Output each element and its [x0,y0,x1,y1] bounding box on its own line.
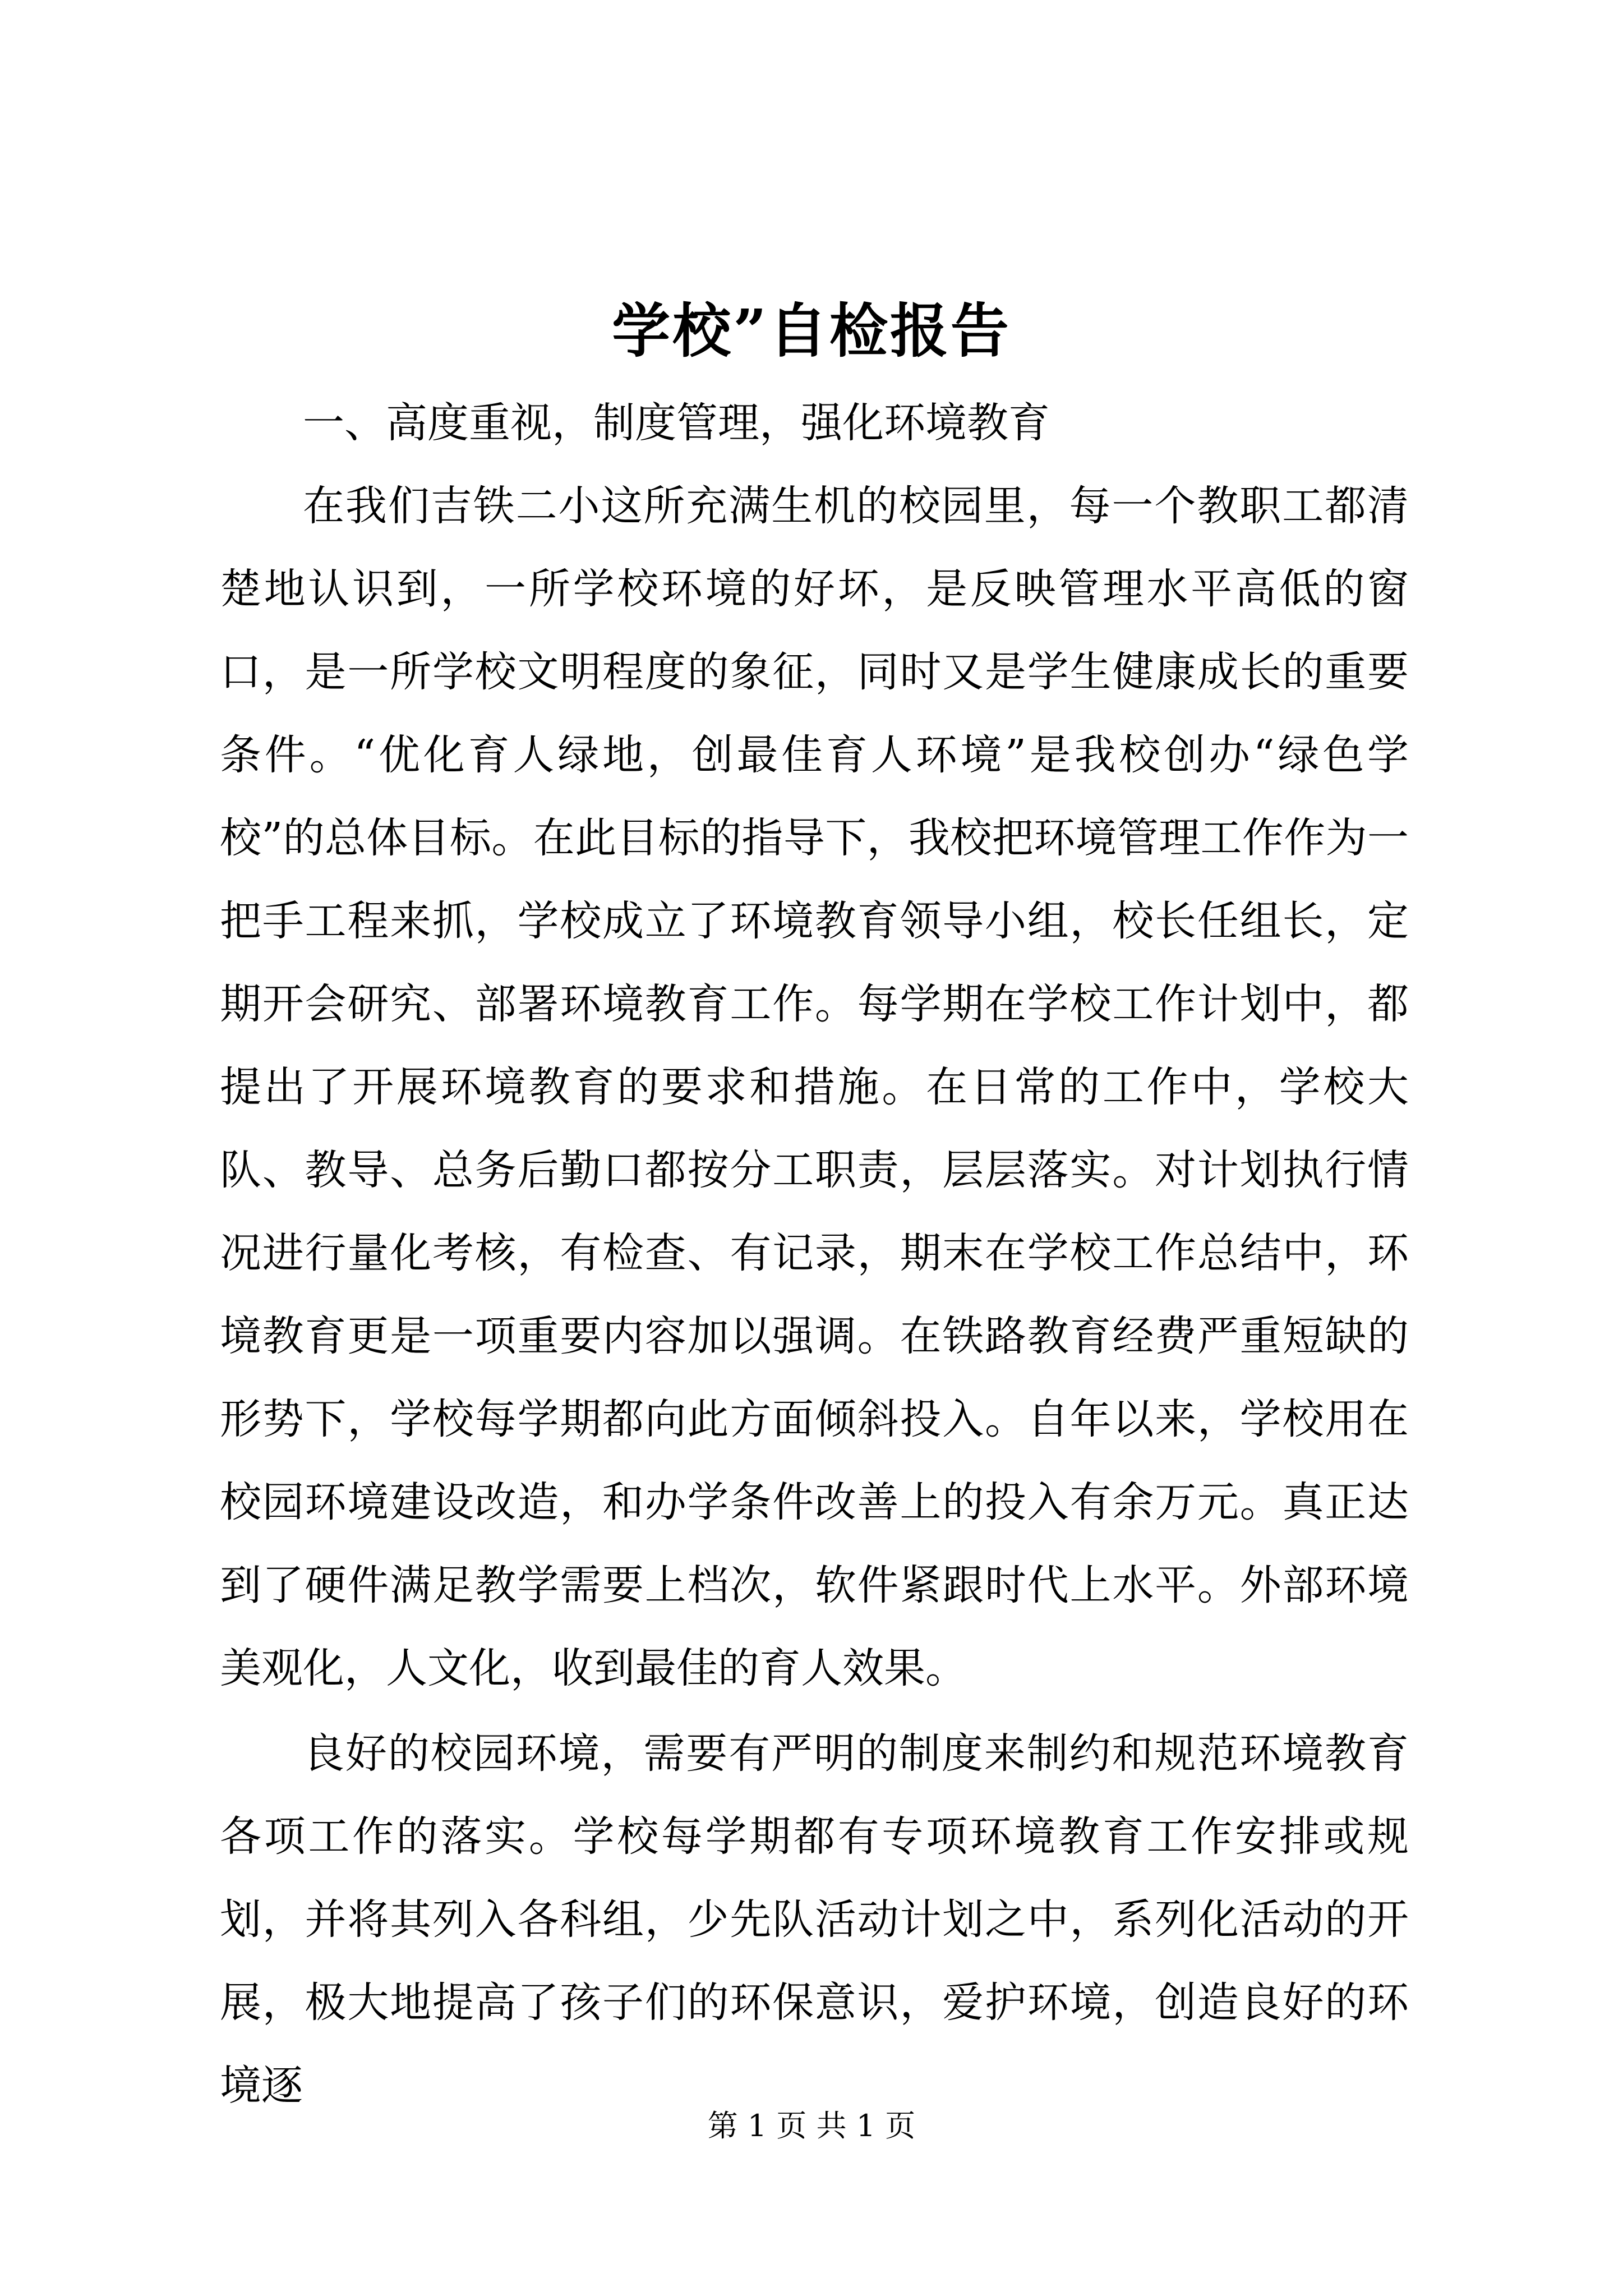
section-heading: 一、高度重视，制度管理，强化环境教育 [303,399,1050,447]
document-title: 学校”自检报告 [612,296,1011,365]
page-number-footer: 第 1 页 共 1 页 [707,2108,916,2143]
body-paragraph-2: 良好的校园环境，需要有严明的制度来制约和规范环境教育各项工作的落实。学校每学期都有专项环境教育工作安排或规划，并将其列入各科组，少先队活动计划之中，系列化活动的开展，极大地提高了孩子们的环保意识，爱护环境，创造良好的环境逐 [220,1729,1409,2110]
body-paragraph-1: 在我们吉铁二小这所充满生机的校园里，每一个教职工都清楚地认识到，一所学校环境的好坏，是反映管理水平高低的窗口，是一所学校文明程度的象征，同时又是学生健康成长的重要条件。“优化育人绿地，创最佳育人环境”是我校创办“绿色学校”的总体目标。在此目标的指导下，我校把环境管理工作作为一把手工程来抓，学校成立了环境教育领导小组，校长任组长，定期开会研究、部署环境教育工作。每学期在学校工作计划中，都提出了开展环境教育的要求和措施。在日常的工作中，学校大队、教导、总务后勤口都按分工职责，层层落实。对计划执行情况进行量化考核，有检查、有记录，期末在学校工作总结中，环境教育更是一项重要内容加以强调。在铁路教育经费严重短缺的形势下，学校每学期都向此方面倾斜投入。自年以来，学校用在校园环境建设改造，和办学条件改善上的投入有余万元。真正达到了硬件满足教学需要上档次，软件紧跟时代上水平。外部环境美观化，人文化，收到最佳的育人效果。 [220,482,1409,1692]
